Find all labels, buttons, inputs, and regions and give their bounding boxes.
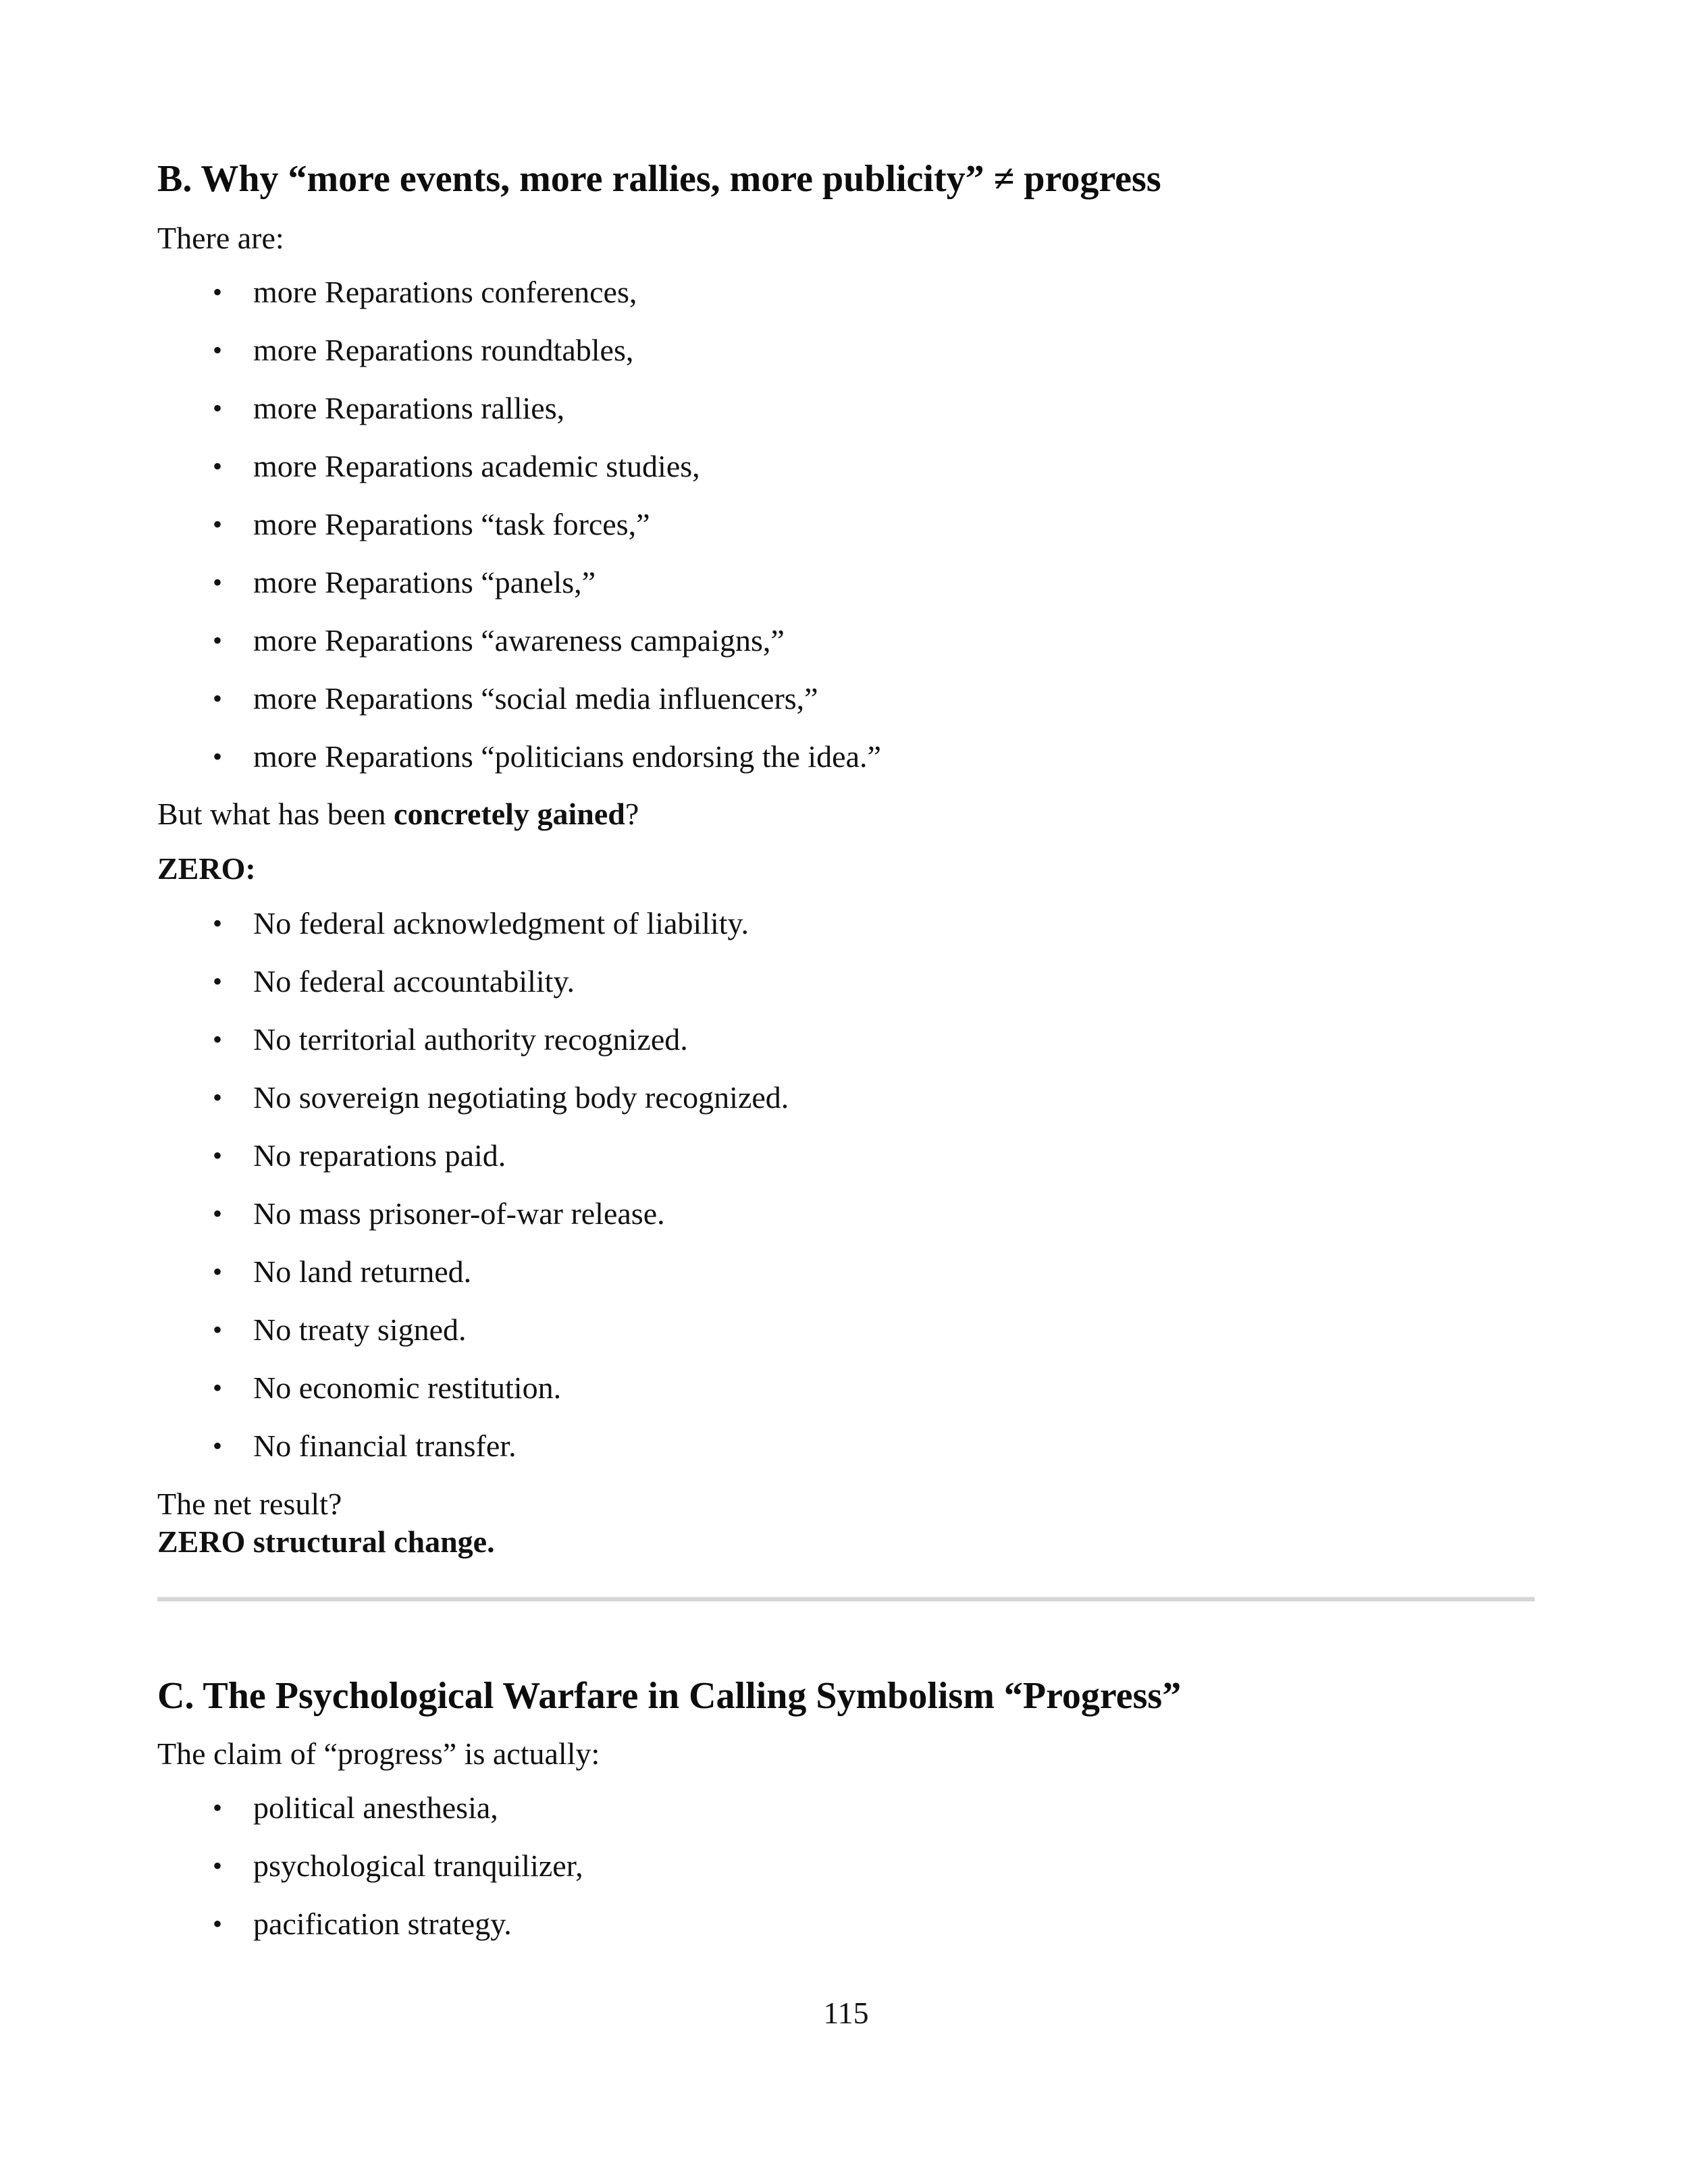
list-item [157,1137,789,1195]
section-b-heading: B. Why “more events, more rallies, more publicity” ≠ progress [157,158,1161,200]
list-item-text: No federal acknowledgment of liability. [253,906,749,940]
list-item [157,390,881,448]
net-result-question: The net result? [157,1487,342,1521]
list-item [157,1311,789,1369]
page-number: 115 [823,1996,869,2030]
list-item-text: more Reparations “awareness campaigns,” [253,623,785,658]
list-item [157,1253,789,1311]
gain-question [157,795,639,833]
list-item [157,905,789,963]
list-item-text: No territorial authority recognized. [253,1022,688,1057]
zero-label [157,850,256,888]
list-item [157,963,789,1021]
list-item [157,1021,789,1079]
bullet-icon: • [213,393,223,423]
bullet-icon: • [213,451,223,481]
list-item-text: No land returned. [253,1254,472,1289]
bullet-icon: • [213,1792,223,1823]
list-item [157,1195,789,1253]
list-item-text: No sovereign negotiating body recognized. [253,1080,789,1115]
bullet-icon: • [213,1909,223,1939]
net-result-block [157,1485,495,1561]
list-item [157,448,881,506]
list-item [157,622,881,680]
bullet-icon: • [213,1431,223,1461]
section-c-heading: C. The Psychological Warfare in Calling Symbolism “Progress” [157,1675,1182,1717]
list-item-text: pacification strategy. [253,1907,512,1941]
bullet-icon: • [213,741,223,772]
bullet-icon: • [213,1140,223,1171]
list-item [157,738,881,796]
net-result-answer-text: ZERO structural change. [157,1524,495,1559]
bullet-icon: • [213,1024,223,1055]
list-item-text: more Reparations academic studies, [253,449,700,483]
bullet-icon: • [213,509,223,539]
list-item [157,1079,789,1137]
bullet-icon: • [213,335,223,365]
list-item [157,1905,583,1963]
list-item-text: political anesthesia, [253,1790,498,1825]
bullet-icon: • [213,966,223,996]
list-item-text: No mass prisoner-of-war release. [253,1196,665,1231]
list-item-text: No federal accountability. [253,964,575,998]
bullet-icon: • [213,1198,223,1229]
gain-question-emphasis: concretely gained [394,797,625,831]
list-item [157,1427,789,1485]
section-c-intro: The claim of “progress” is actually: [157,1736,600,1771]
list-item-text: more Reparations “panels,” [253,565,596,600]
gain-question-prefix: But what has been [157,797,394,831]
list-item-text: more Reparations “task forces,” [253,507,650,541]
list-item-text: more Reparations “politicians endorsing the idea.” [253,739,881,774]
bullet-icon: • [213,1082,223,1113]
bullet-icon: • [213,683,223,714]
bullet-icon: • [213,908,223,938]
list-item-text: more Reparations rallies, [253,391,565,425]
list-item-text: No reparations paid. [253,1138,506,1173]
list-item-text: more Reparations conferences, [253,275,637,309]
list-item-text: No economic restitution. [253,1370,562,1405]
list-item [157,564,881,622]
list-item [157,680,881,738]
section-c-list [157,1789,583,1963]
bullet-icon: • [213,277,223,307]
bullet-icon: • [213,1373,223,1403]
list-item-text: more Reparations roundtables, [253,333,634,367]
list-item [157,1847,583,1905]
list-item-text: No financial transfer. [253,1429,517,1463]
list-item-text: more Reparations “social media influencers,” [253,681,818,716]
list-item [157,331,881,390]
section-divider [157,1597,1535,1601]
list-item [157,273,881,331]
list-item [157,506,881,564]
zero-list [157,905,789,1485]
section-b-intro: There are: [157,221,284,255]
zero-label-text: ZERO: [157,851,256,886]
list-item [157,1369,789,1427]
section-b-list [157,273,881,796]
list-item-text: psychological tranquilizer, [253,1848,583,1883]
bullet-icon: • [213,1850,223,1881]
bullet-icon: • [213,1314,223,1345]
gain-question-suffix: ? [625,797,639,831]
net-result-answer [157,1523,495,1561]
bullet-icon: • [213,1256,223,1287]
bullet-icon: • [213,625,223,656]
list-item-text: No treaty signed. [253,1312,467,1347]
bullet-icon: • [213,567,223,597]
list-item [157,1789,583,1847]
